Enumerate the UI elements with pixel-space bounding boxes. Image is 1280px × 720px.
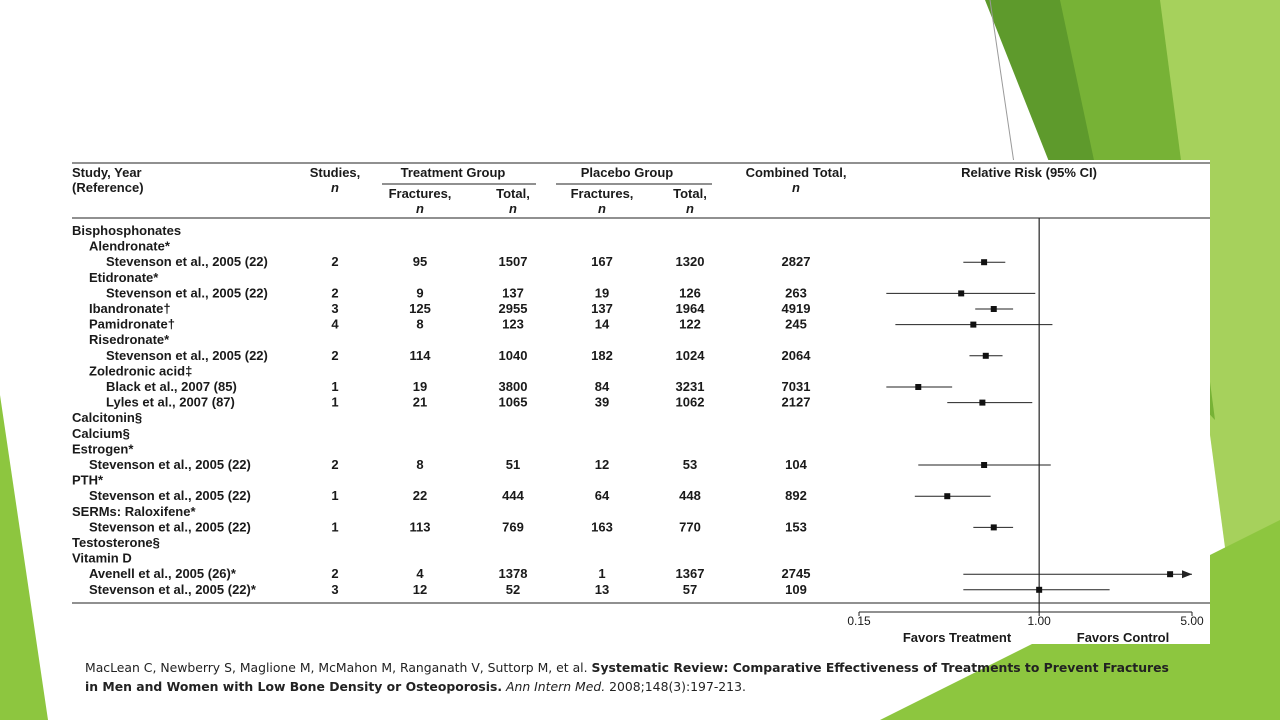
header-study: Study, Year <box>72 165 142 180</box>
cell-treatment-total: 769 <box>502 519 524 535</box>
point-estimate <box>915 384 921 390</box>
citation-journal: Ann Intern Med. <box>506 679 606 694</box>
cell-treatment-total: 2955 <box>498 301 528 316</box>
cell-studies: 2 <box>331 347 339 363</box>
forest-plot-table <box>62 160 1210 644</box>
cell-combined-total: 2827 <box>781 254 811 270</box>
row-label: Vitamin D <box>72 550 132 566</box>
favors-control-label: Favors Control <box>1076 630 1170 644</box>
x-axis-ticks <box>847 612 1204 628</box>
cell-placebo-fractures: 39 <box>594 394 610 410</box>
row-label: Avenell et al., 2005 (26)* <box>89 566 236 582</box>
row-label: Stevenson et al., 2005 (22) <box>89 457 251 472</box>
cell-treatment-total: 51 <box>505 457 521 472</box>
cell-treatment-total: 52 <box>505 581 521 597</box>
row-label: Alendronate* <box>89 238 170 254</box>
cell-placebo-fractures: 163 <box>591 519 613 535</box>
header-combined-n: n <box>792 180 800 195</box>
point-estimate <box>970 322 976 328</box>
cell-studies: 2 <box>331 254 339 270</box>
row-label: Calcitonin§ <box>72 410 143 426</box>
cell-treatment-fractures: 19 <box>412 379 428 394</box>
row-label: Bisphosphonates <box>72 223 182 238</box>
header-relative-risk: Relative Risk (95% CI) <box>961 165 1097 180</box>
cell-treatment-fractures: 4 <box>416 566 424 582</box>
cell-placebo-total: 770 <box>679 519 701 535</box>
row-label: Black et al., 2007 (85) <box>106 379 237 394</box>
cell-studies: 1 <box>331 519 339 535</box>
citation-title: Systematic Review: Comparative Effectiveness of Treatments to Prevent Fractures in Men and Women with Low Bone Density or Osteoporosis. <box>85 660 1169 694</box>
cell-combined-total: 892 <box>785 488 807 504</box>
cell-placebo-fractures: 167 <box>591 254 613 270</box>
cell-combined-total: 2064 <box>781 347 811 363</box>
cell-combined-total: 2745 <box>781 566 811 582</box>
cell-studies: 2 <box>331 457 339 472</box>
cell-treatment-total: 1040 <box>498 347 528 363</box>
cell-combined-total: 4919 <box>781 301 811 316</box>
cell-placebo-fractures: 182 <box>591 347 613 363</box>
favors-treatment-label: Favors Treatment <box>902 630 1012 644</box>
row-label: Testosterone§ <box>72 535 160 550</box>
header-combined-total: Combined Total, <box>745 165 847 180</box>
cell-treatment-total: 3800 <box>498 379 528 394</box>
table-rows <box>72 223 811 597</box>
cell-placebo-total: 53 <box>682 457 698 472</box>
cell-placebo-total: 126 <box>679 285 701 301</box>
cell-treatment-fractures: 8 <box>416 316 424 332</box>
cell-combined-total: 109 <box>785 581 807 597</box>
cell-placebo-total: 1062 <box>675 394 705 410</box>
header-treatment-fractures: Fractures, <box>388 186 452 201</box>
cell-placebo-fractures: 84 <box>594 379 610 394</box>
point-estimate <box>958 290 964 296</box>
x-tick-label: 1.00 <box>1027 614 1051 628</box>
cell-combined-total: 153 <box>785 519 807 535</box>
row-label: PTH* <box>72 472 104 488</box>
header-reference: (Reference) <box>72 180 144 195</box>
row-label: Etidronate* <box>89 269 159 285</box>
cell-treatment-fractures: 9 <box>416 285 424 301</box>
header-treatment-group: Treatment Group <box>400 165 506 180</box>
cell-treatment-fractures: 21 <box>412 394 428 410</box>
cell-combined-total: 104 <box>785 457 807 472</box>
cell-combined-total: 2127 <box>781 394 811 410</box>
cell-placebo-total: 448 <box>679 488 701 504</box>
row-label: Risedronate* <box>89 332 170 348</box>
cell-treatment-fractures: 125 <box>409 301 431 316</box>
header-placebo-total: Total, <box>673 186 707 201</box>
header-treatment-total-n: n <box>509 201 517 216</box>
cell-treatment-fractures: 12 <box>412 581 428 597</box>
row-label: Ibandronate† <box>89 301 171 316</box>
cell-placebo-total: 57 <box>682 581 698 597</box>
row-label: Calcium§ <box>72 425 130 441</box>
row-label: Lyles et al., 2007 (87) <box>106 394 235 410</box>
point-estimate <box>1036 587 1042 593</box>
citation-authors: MacLean C, Newberry S, Maglione M, McMahon M, Ranganath V, Suttorp M, et al. <box>85 660 588 675</box>
citation-ref: 2008;148(3):197-213. <box>609 679 746 694</box>
cell-placebo-fractures: 1 <box>598 566 606 582</box>
cell-treatment-total: 1507 <box>498 254 528 270</box>
header-placebo-group: Placebo Group <box>580 165 674 180</box>
header-treatment-total: Total, <box>496 186 530 201</box>
cell-treatment-fractures: 95 <box>412 254 428 270</box>
point-estimate <box>991 306 997 312</box>
cell-placebo-fractures: 19 <box>594 285 610 301</box>
row-label: Zoledronic acid‡ <box>89 363 193 379</box>
cell-studies: 1 <box>331 379 339 394</box>
green-shape-left <box>0 395 48 720</box>
cell-placebo-total: 1367 <box>675 566 705 582</box>
cell-treatment-fractures: 22 <box>412 488 428 504</box>
point-estimate <box>1167 571 1173 577</box>
point-estimate <box>981 259 987 265</box>
cell-studies: 3 <box>331 581 339 597</box>
x-tick-label: 5.00 <box>1180 614 1204 628</box>
cell-combined-total: 7031 <box>781 379 811 394</box>
row-label: Stevenson et al., 2005 (22) <box>106 285 268 301</box>
cell-treatment-fractures: 8 <box>416 457 424 472</box>
cell-studies: 1 <box>331 394 339 410</box>
cell-placebo-total: 1320 <box>675 254 705 270</box>
row-label: Stevenson et al., 2005 (22)* <box>89 581 256 597</box>
header-placebo-fractures-n: n <box>598 201 606 216</box>
header-studies-n: n <box>331 180 339 195</box>
header-treatment-fractures-n: n <box>416 201 424 216</box>
row-label: Estrogen* <box>72 441 134 457</box>
row-label: Stevenson et al., 2005 (22) <box>106 254 268 270</box>
cell-placebo-fractures: 137 <box>591 301 613 316</box>
forest-plot <box>886 218 1192 612</box>
cell-placebo-fractures: 13 <box>594 581 610 597</box>
citation <box>85 658 1185 696</box>
cell-treatment-total: 137 <box>502 285 524 301</box>
row-label: Stevenson et al., 2005 (22) <box>106 347 268 363</box>
header-placebo-fractures: Fractures, <box>570 186 634 201</box>
point-estimate <box>944 493 950 499</box>
cell-studies: 4 <box>331 316 339 332</box>
cell-placebo-total: 122 <box>679 316 701 332</box>
cell-combined-total: 245 <box>785 316 807 332</box>
row-label: SERMs: Raloxifene* <box>72 503 196 519</box>
header-placebo-total-n: n <box>686 201 694 216</box>
ci-arrow <box>1182 570 1192 578</box>
row-label: Stevenson et al., 2005 (22) <box>89 488 251 504</box>
cell-placebo-fractures: 64 <box>594 488 610 504</box>
row-label: Pamidronate† <box>89 316 175 332</box>
point-estimate <box>979 400 985 406</box>
cell-treatment-fractures: 113 <box>409 519 431 535</box>
cell-combined-total: 263 <box>785 285 807 301</box>
point-estimate <box>991 524 997 530</box>
cell-treatment-total: 123 <box>502 316 524 332</box>
cell-placebo-fractures: 14 <box>594 316 610 332</box>
point-estimate <box>983 353 989 359</box>
row-label: Stevenson et al., 2005 (22) <box>89 519 251 535</box>
cell-studies: 2 <box>331 566 339 582</box>
cell-treatment-total: 1378 <box>498 566 528 582</box>
cell-studies: 2 <box>331 285 339 301</box>
cell-treatment-total: 444 <box>502 488 524 504</box>
cell-studies: 3 <box>331 301 339 316</box>
cell-studies: 1 <box>331 488 339 504</box>
forest-plot-svg <box>62 160 1210 644</box>
point-estimate <box>981 462 987 468</box>
cell-treatment-fractures: 114 <box>409 347 431 363</box>
cell-placebo-total: 1024 <box>675 347 705 363</box>
cell-placebo-total: 3231 <box>675 379 705 394</box>
cell-placebo-fractures: 12 <box>594 457 610 472</box>
cell-placebo-total: 1964 <box>675 301 705 316</box>
header-studies: Studies, <box>309 165 361 180</box>
x-tick-label: 0.15 <box>847 614 871 628</box>
cell-treatment-total: 1065 <box>498 394 528 410</box>
